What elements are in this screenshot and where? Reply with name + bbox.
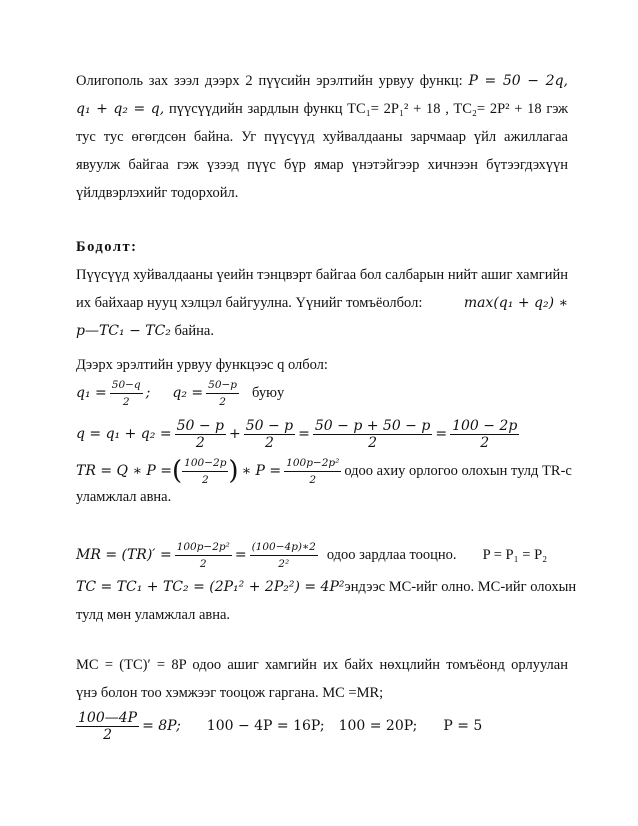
tc-text-cont: тулд мөн уламжлал авна.	[76, 607, 231, 623]
tr-mid: ∗ P =	[241, 463, 282, 479]
solution-p1-line-1: Пүүсүүд хуйвалдааны үеийн тэнцвэрт байгаа бол салбарын нийт ашиг хамгийн	[76, 267, 568, 283]
final-equation-line	[76, 706, 568, 746]
mr-lhs: MR = (TR)′ =	[76, 547, 172, 563]
solution-p2-intro: Дээрх эрэлтийн урвуу функцээс q олбол:	[76, 357, 328, 373]
q2-numerator: 50−p	[206, 378, 239, 394]
tc-formula: TC = TC₁ + TC₂ = (2P₁² + 2P₂²) = 4P²	[76, 579, 345, 595]
or-word: буюу	[252, 385, 285, 401]
fraction-numerator: 100p−2p²	[284, 456, 341, 472]
q-sum-fraction-4	[450, 419, 519, 450]
mr-fraction-2	[250, 540, 318, 571]
cost-function-tc1: пүүсүүдийн зардлын функц TC₁= 2P₁² + 18 ,	[168, 101, 449, 117]
fraction-denominator: 2²	[278, 557, 290, 570]
fraction-denominator: 2	[368, 434, 378, 451]
q2-denominator: 2	[219, 395, 226, 408]
objective-formula: max(q₁ + q₂) ∗	[463, 295, 568, 311]
tr-line: TR = Q ∗ P = ( $\frac{100-2p}{2}$ ) ∗ P = $\frac{\text{100p−2p²}}{2}$ одоо ахиу орлогоо олохын тулд TR-с	[76, 456, 572, 486]
fraction-numerator: 50 − p	[176, 417, 224, 434]
q-sum-fraction-3	[313, 419, 432, 450]
mr-fraction-1	[175, 540, 232, 571]
problem-text: гэж	[546, 101, 569, 117]
fraction-numerator: 50 − p	[245, 417, 294, 434]
fraction-numerator: 50 − p + 50 − p	[314, 417, 431, 434]
tr-text: одоо ахиу орлогоо олохын тулд TR-с	[344, 463, 572, 479]
problem-line-5: үйлдвэрлэхийг тодорхойл.	[76, 185, 239, 201]
q1-numerator: 50−q	[110, 378, 143, 394]
objective-formula-cont: p—TC₁ − TC₂	[76, 323, 171, 339]
problem-text: Олигополь зах зээл дээрх 2 пүүсийн эрэлтийн урвуу функц:	[76, 73, 463, 89]
tr-fraction-1	[182, 456, 228, 487]
tr-lhs: TR = Q ∗ P =	[76, 463, 173, 479]
fraction-numerator: 100−2p	[182, 456, 228, 472]
quantity-sum-formula: q₁ + q₂ = q,	[76, 101, 165, 117]
fraction-denominator: 2	[309, 473, 317, 486]
tr-text-cont: уламжлал авна.	[76, 489, 172, 505]
problem-line-2	[76, 100, 568, 118]
fraction-denominator: 2	[264, 434, 274, 451]
mc-line-2: үнэ болон тоо хэмжээг тооцож гаргана. MC =MR;	[76, 685, 384, 701]
q-split-line: q₁ = $\frac{50-q}{2}$ ; q₂ = $\frac{50-p}{2}$ буюу	[76, 378, 285, 408]
q2-lhs: q₂ =	[172, 385, 204, 401]
cost-function-tc2: TC₂= 2P² + 18	[453, 101, 542, 117]
final-fraction	[76, 711, 139, 742]
fraction-numerator: 100 − 2p	[452, 417, 518, 434]
solution-heading: Бодолт:	[76, 239, 138, 255]
q-sum-fraction-2	[244, 419, 295, 450]
problem-line-4: явуулж байгаа гэж үзээд пүүс бүр ямар үнэтэйгээр хичнээн бүтээгдэхүүн	[76, 157, 568, 173]
q-sum-lhs: q = q₁ + q₂ =	[76, 426, 172, 442]
solution-p1-line-3	[76, 322, 568, 340]
solution-p1-line-2	[76, 294, 568, 312]
mr-line: MR = (TR)′ = $\frac{\text{100p−2p²}}{2}$ = $\frac{(100-4p)∗2}{\text{2²}}$ одоо зардлаа тооцно. P = P₁ = P₂	[76, 540, 548, 570]
q2-fraction	[206, 378, 239, 409]
q1-lhs: q₁ =	[76, 385, 107, 401]
fraction-numerator: (100−4p)∗2	[250, 540, 318, 556]
fraction-denominator: 2	[201, 473, 209, 486]
tc-line	[76, 578, 577, 596]
final-eq-3: 100 = 20P;	[338, 718, 418, 734]
fraction-denominator: 2	[199, 557, 207, 570]
fraction-numerator: 100p−2p²	[175, 540, 232, 556]
fraction-numerator: 100—4P	[78, 709, 138, 726]
problem-line-1	[76, 72, 568, 90]
fraction-denominator: 2	[480, 434, 490, 451]
q-sum-line: q = q₁ + q₂ = $\frac{50 - p}{2}$ + $\frac{50 - p}{2}$ = $\frac{50 - p + 50 - p}{2}$ = $\frac{100 - 2p}{2}$	[76, 417, 518, 451]
problem-line-3: тус тус өгөгдсөн байна. Уг пүүсүүд хуйвалдааны зарчмаар үйл ажиллагаа	[76, 129, 568, 145]
tr-fraction-2	[284, 456, 341, 487]
tc-text: эндээс MC-ийг олно. MC-ийг олохын	[344, 579, 577, 595]
q-sum-fraction-1	[175, 419, 226, 450]
price-equality: P = P₁ = P₂	[482, 547, 548, 563]
fraction-denominator: 2	[103, 726, 112, 743]
final-eq-1: = 8P;	[142, 718, 181, 734]
q1-denominator: 2	[122, 395, 130, 408]
final-eq-2: 100 − 4P = 16P;	[206, 718, 325, 734]
solution-text: байна.	[174, 323, 214, 339]
mr-text: одоо зардлаа тооцно.	[326, 547, 457, 563]
demand-formula: P = 50 − 2q,	[468, 73, 568, 89]
final-eq-4: P = 5	[443, 718, 483, 734]
solution-text: их байхаар нууц хэлцэл байгуулна. Үүнийг томъёолбол:	[76, 295, 423, 311]
fraction-denominator: 2	[195, 434, 205, 451]
mc-line-1: MC = (TC)′ = 8P одоо ашиг хамгийн их байх нөхцлийн томъёонд орлуулан	[76, 657, 568, 673]
q1-fraction	[110, 378, 143, 409]
